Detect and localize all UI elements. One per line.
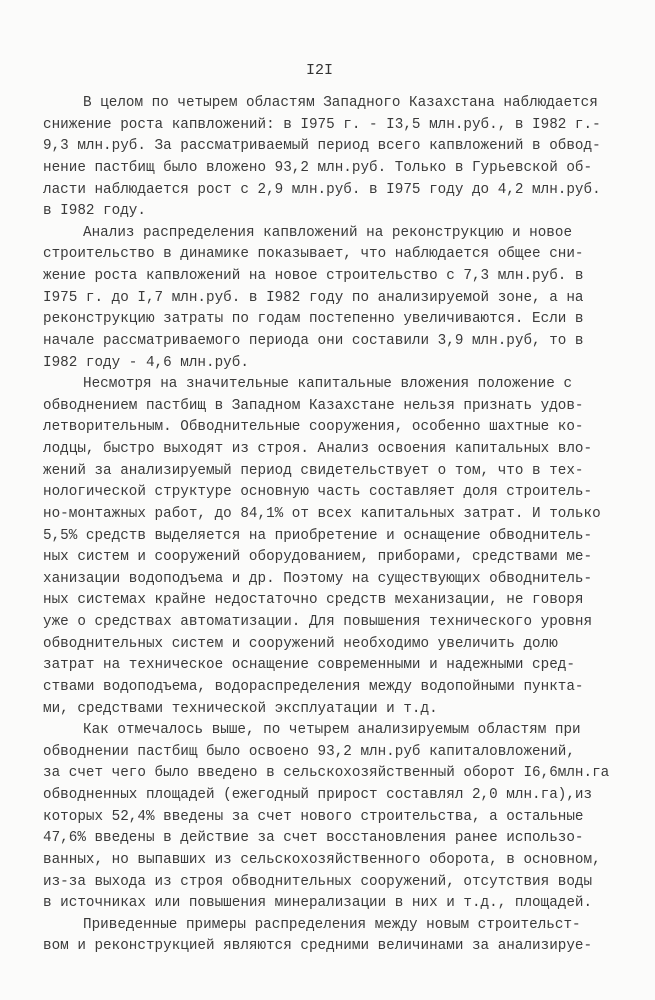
text-line: ствами водоподъема, водораспределения между водопойными пункта- (43, 678, 584, 695)
text-line: вом и реконструкцией являются средними величинами за анализируе- (43, 938, 593, 955)
text-line: Анализ распределения капвложений на реконструкцию и новое (83, 224, 573, 241)
text-line: обводненных площадей (ежегодный прирост составлял 2,0 млн.га),из (43, 787, 593, 803)
text-line: которых 52,4% введены за счет нового строительства, а остальные (43, 808, 584, 825)
text-line: уже о средствах автоматизации. Для повышения технического уровня (43, 614, 593, 630)
body-text (43, 93, 643, 958)
text-line: летворительным. Обводнительные сооружения, особенно шахтные ко- (43, 419, 584, 436)
text-line: ми, средствами технической эксплуатации и т.д. (43, 700, 438, 717)
text-line: Как отмечалось выше, по четырем анализируемым областям при (83, 722, 581, 739)
text-line: ных системах крайне недостаточно средств механизации, не говоря (43, 592, 584, 609)
text-line: 47,6% введены в действие за счет восстановления ранее использо- (43, 830, 584, 847)
text-line: нологической структуре основную часть составляет доля строитель- (43, 484, 593, 501)
text-line: реконструкцию затраты по годам постепенно увеличиваются. Если в (43, 311, 584, 328)
text-line: в источниках или повышения минерализации в них и т.д., площадей. (43, 895, 593, 912)
text-line: ханизации водоподъема и др. Поэтому на существующих обводнитель- (43, 570, 593, 587)
text-line: В целом по четырем областям Западного Казахстана наблюдается (83, 95, 598, 111)
text-line: начале рассматриваемого периода они составили 3,9 млн.руб, то в (43, 332, 584, 349)
text-line: ванных, но выпавших из сельскохозяйственного оборота, в основном, (43, 851, 601, 868)
text-line: в I982 году. (43, 203, 146, 220)
text-line: за счет чего было введено в сельскохозяйственный оборот I6,6млн.га (43, 765, 610, 782)
text-line: Приведенные примеры распределения между новым строительст- (83, 916, 581, 933)
text-line: лодцы, быстро выходят из строя. Анализ освоения капитальных вло- (43, 441, 593, 457)
text-line: строительство в динамике показывает, что наблюдается общее сни- (43, 246, 584, 263)
text-line: нение пастбищ было вложено 93,2 млн.руб. Только в Гурьевской об- (43, 159, 593, 176)
text-line: Несмотря на значительные капитальные вложения положение с (83, 376, 573, 393)
text-line: обводнительных систем и сооружений необходимо увеличить долю (43, 635, 558, 652)
text-line: обводнении пастбищ было освоено 93,2 млн.руб капиталовложений, (43, 743, 575, 760)
text-line: снижение роста капвложений: в I975 г. - I3,5 млн.руб., в I982 г.- (43, 116, 601, 133)
text-line: I982 году - 4,6 млн.руб. (43, 354, 249, 371)
text-line: 9,3 млн.руб. За рассматриваемый период всего капвложений в обвод- (43, 138, 601, 155)
text-line: затрат на техническое оснащение современными и надежными сред- (43, 657, 575, 674)
text-line: жение роста капвложений на новое строительство с 7,3 млн.руб. в (43, 268, 584, 284)
text-line: но-монтажных работ, до 84,1% от всех капитальных затрат. И только (43, 505, 601, 522)
text-line: из-за выхода из строя обводнительных сооружений, отсутствия воды (43, 873, 593, 890)
text-line: 5,5% средств выделяется на приобретение и оснащение обводнитель- (43, 527, 593, 544)
text-line: I975 г. до I,7 млн.руб. в I982 году по анализируемой зоне, а на (43, 289, 584, 306)
page-number: I2I (306, 62, 334, 79)
text-line: жений за анализируемый период свидетельствует о том, что в тех- (43, 462, 584, 479)
text-line: обводнением пастбищ в Западном Казахстане нельзя признать удов- (43, 397, 584, 414)
text-line: ных систем и сооружений оборудованием, приборами, средствами ме- (43, 549, 593, 566)
text-line: ласти наблюдается рост с 2,9 млн.руб. в I975 году до 4,2 млн.руб. (43, 181, 601, 198)
